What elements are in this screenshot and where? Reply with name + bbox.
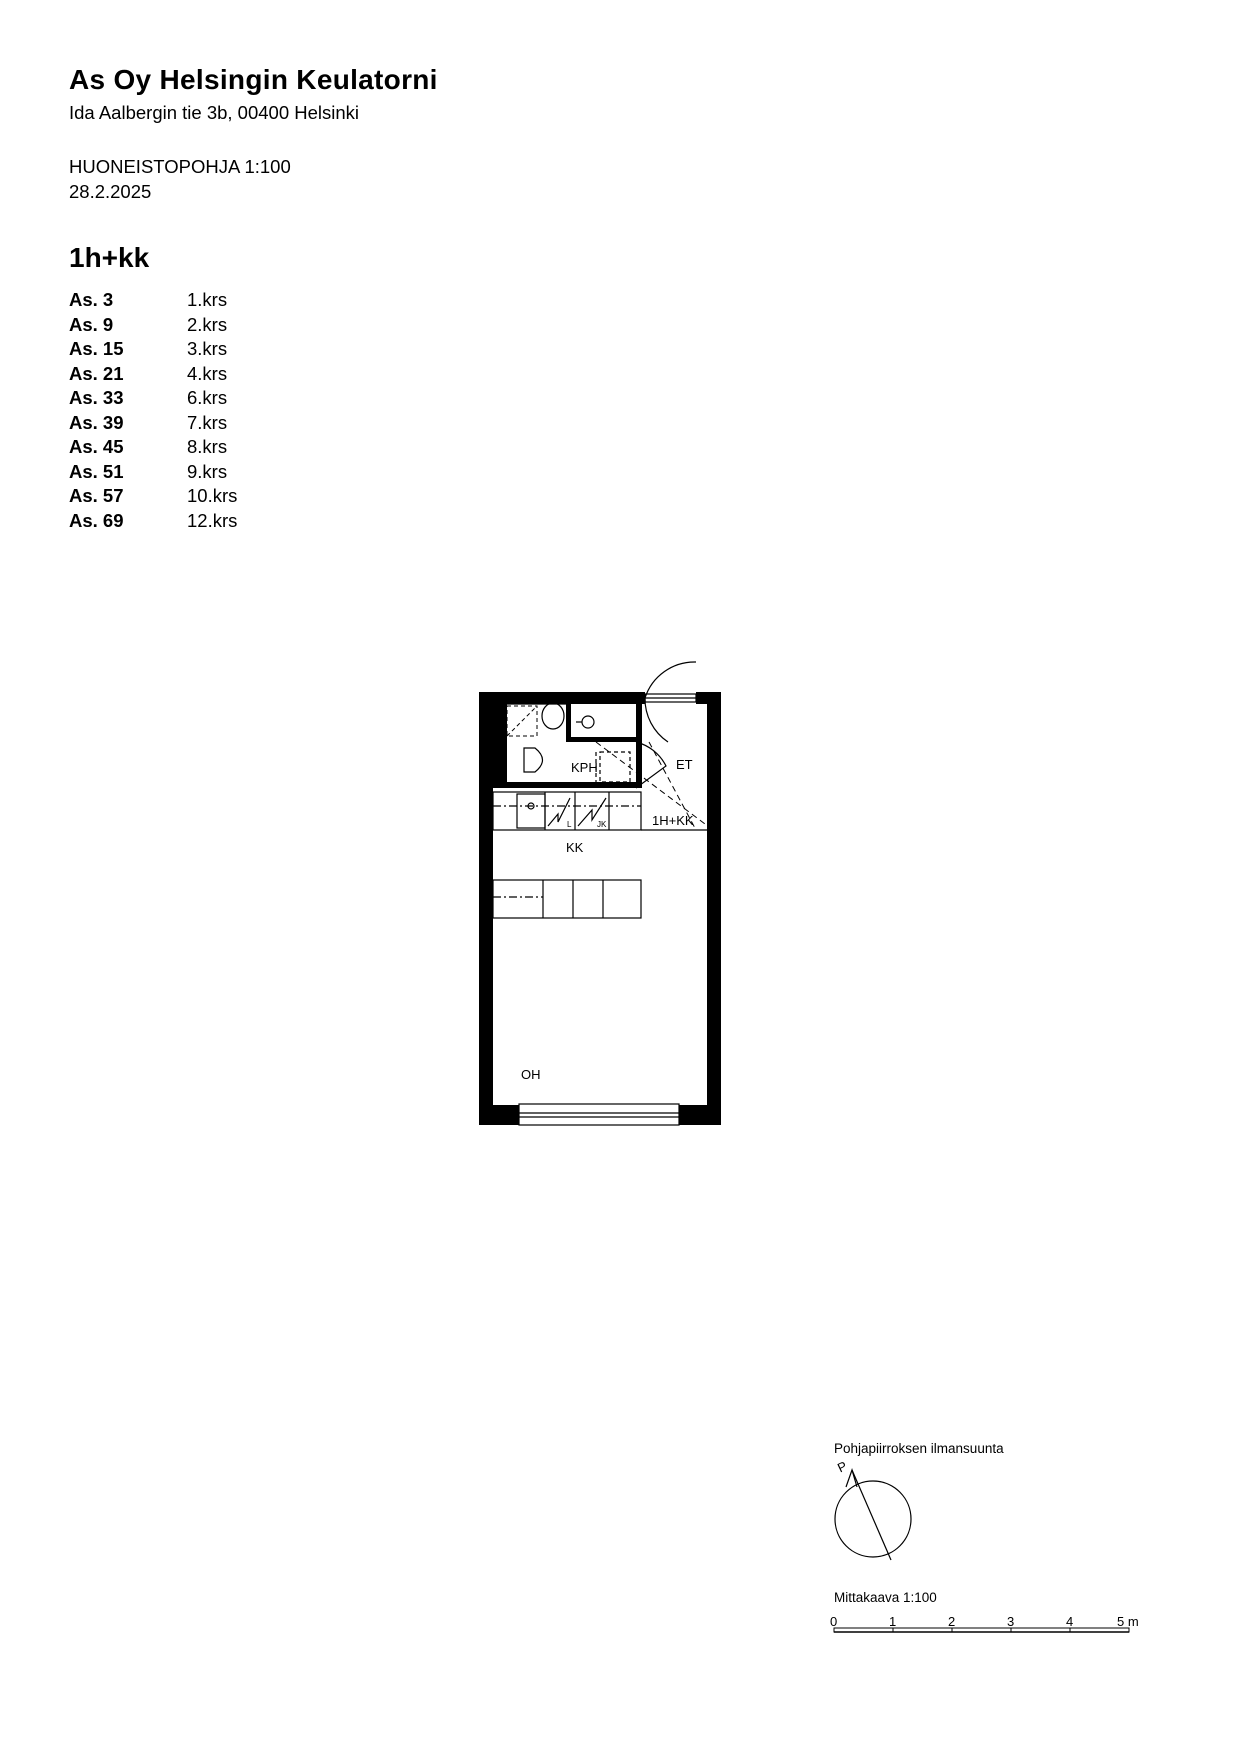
room-label-bathroom: KPH: [571, 760, 598, 775]
closet-bottom-wall: [566, 737, 636, 742]
room-label-kitchen: KK: [566, 840, 584, 855]
apartment-floor: 9.krs: [187, 460, 228, 482]
room-label-apartment: 1H+KK: [652, 813, 694, 828]
scale-tick-label: 1: [889, 1614, 897, 1629]
scale-title: Mittakaava 1:100: [834, 1590, 937, 1605]
bathroom-west-wall: [493, 704, 507, 786]
shower-head: [582, 716, 594, 728]
north-label: P: [835, 1458, 850, 1476]
bathroom-south-wall: [493, 782, 641, 788]
apartment-floor: 3.krs: [187, 338, 228, 359]
bathroom-east-wall: [636, 704, 642, 788]
closet-wall: [566, 704, 571, 742]
room-label-entrance: ET: [676, 757, 693, 772]
apartment-unit: As. 51: [69, 460, 124, 482]
project-address: Ida Aalbergin tie 3b, 00400 Helsinki: [69, 102, 360, 123]
apartment-floor: 12.krs: [187, 509, 238, 531]
apartment-unit: As. 39: [69, 411, 124, 433]
scale-bar: [830, 1614, 1139, 1632]
room-label-living-room: OH: [521, 1067, 541, 1082]
apartment-unit: As. 9: [69, 313, 114, 335]
scale-tick-label: 0: [830, 1614, 838, 1629]
north-wall-left: [479, 692, 645, 704]
washbasin: [542, 703, 564, 729]
scale-tick-label: 4: [1066, 1614, 1074, 1629]
apartment-floor: 7.krs: [187, 411, 228, 433]
dining-shelf: [493, 880, 641, 918]
apartment-unit: As. 15: [69, 338, 124, 359]
apartment-unit: As. 69: [69, 509, 124, 531]
compass: [835, 1458, 911, 1560]
south-wall-left: [479, 1105, 519, 1125]
apartment-floor: 1.krs: [187, 289, 228, 310]
south-wall-right: [679, 1105, 721, 1125]
scale-tick-label: 5 m: [1117, 1614, 1139, 1629]
fixture-label-laundry: L: [567, 820, 572, 829]
apartment-floor: 10.krs: [187, 485, 238, 506]
apartment-unit: As. 57: [69, 485, 124, 506]
project-title: As Oy Helsingin Keulatorni: [69, 64, 438, 95]
toilet: [524, 748, 543, 772]
south-window: [519, 1104, 679, 1125]
apartment-unit: As. 33: [69, 387, 124, 408]
orientation-title: Pohjapiirroksen ilmansuunta: [834, 1441, 1004, 1456]
entrance-door: [645, 662, 696, 742]
apartment-unit: As. 21: [69, 362, 124, 384]
west-wall: [479, 692, 493, 1125]
scale-tick-label: 3: [1007, 1614, 1015, 1629]
apartment-floor: 6.krs: [187, 387, 228, 408]
fixture-label-fridge: JK: [597, 820, 607, 829]
document-type: HUONEISTOPOHJA 1:100: [69, 156, 291, 177]
apartment-floor: 2.krs: [187, 313, 228, 335]
north-wall-right: [696, 692, 721, 704]
apartment-unit: As. 3: [69, 289, 114, 310]
apartment-type: 1h+kk: [69, 242, 150, 273]
scale-tick-label: 2: [948, 1614, 956, 1629]
document-date: 28.2.2025: [69, 181, 152, 202]
apartment-floor: 4.krs: [187, 362, 228, 384]
apartment-unit: As. 45: [69, 436, 124, 457]
east-wall: [707, 692, 721, 1125]
apartment-floor: 8.krs: [187, 436, 228, 457]
